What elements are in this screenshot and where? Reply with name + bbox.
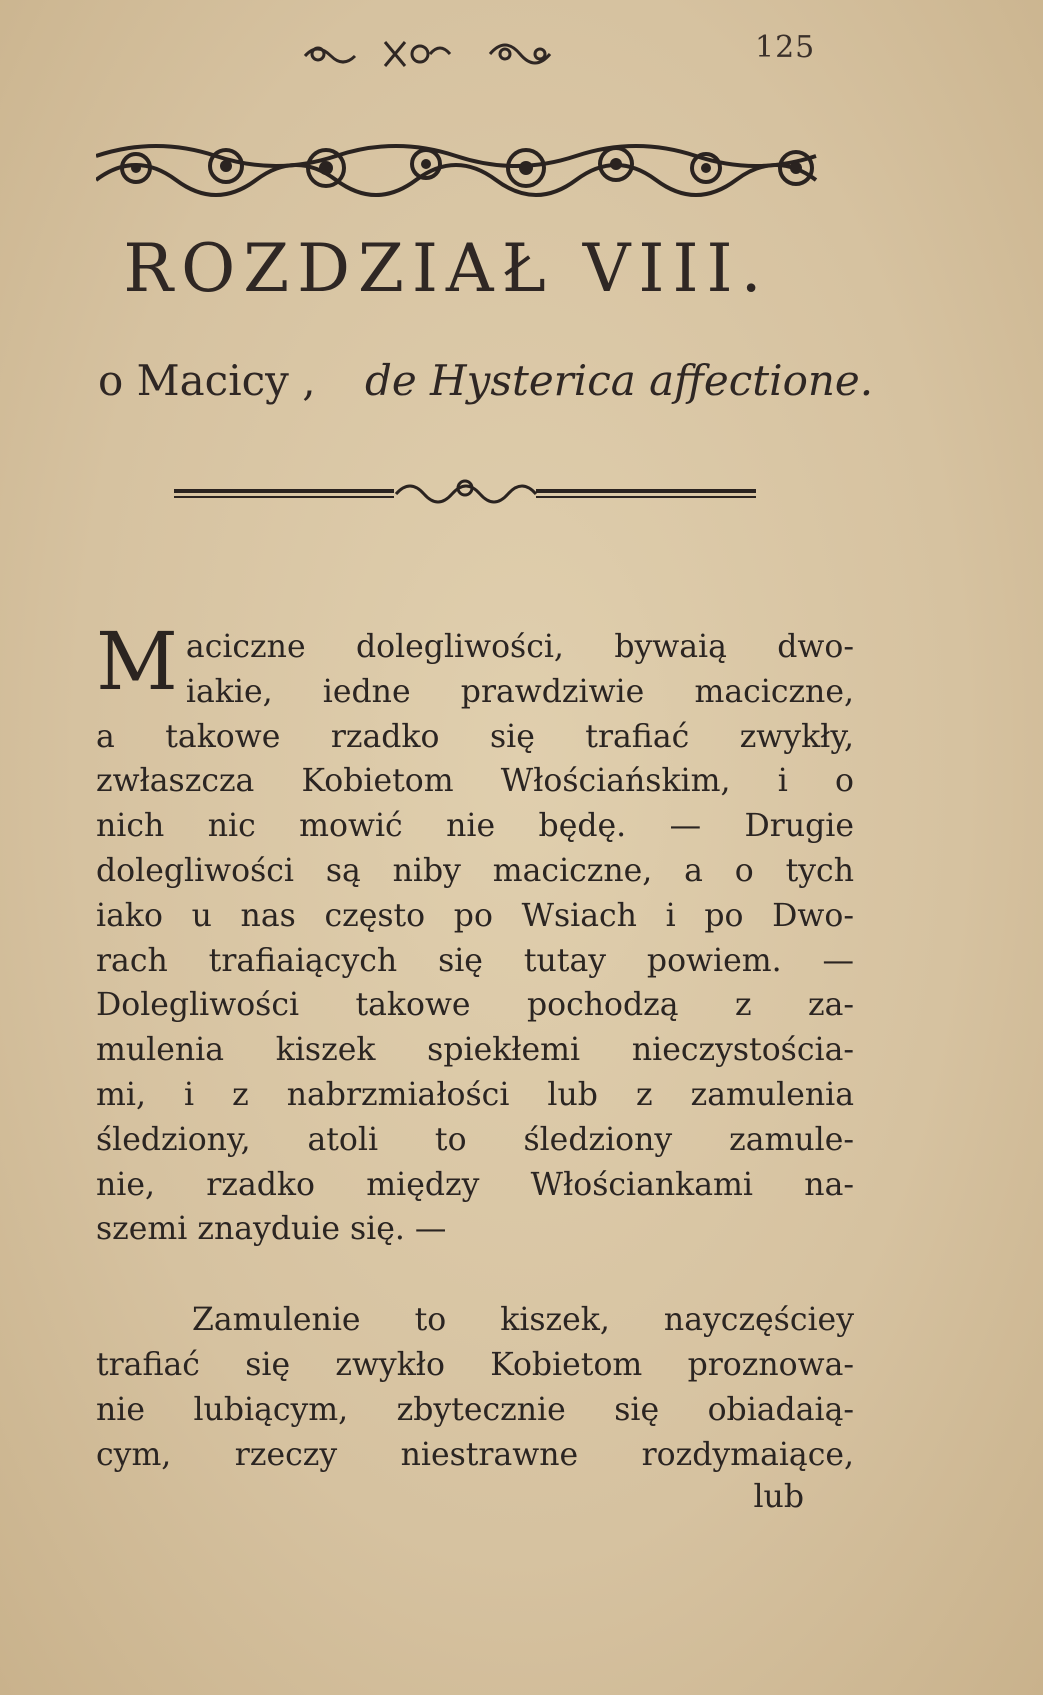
- page-number: 125: [755, 30, 816, 65]
- text-line: iakie, iedne prawdziwie maciczne,: [185, 673, 854, 710]
- paragraph-2: [96, 1298, 854, 1477]
- chapter-title: ROZDZIAŁ VIII.: [123, 230, 770, 307]
- text-line: aciczne dolegliwości, bywaią dwo-: [185, 629, 854, 665]
- catchword: lub: [753, 1479, 804, 1516]
- text-line: nich nic mowić nie będę. — Drugie: [96, 808, 854, 845]
- text-line: szemi znayduie się. —: [96, 1211, 447, 1248]
- fleuron-row-icon: [300, 32, 610, 76]
- text-line: a takowe rzadko się trafiać zwykły,: [96, 718, 854, 755]
- subtitle-latin: de Hysterica affectione.: [364, 356, 874, 405]
- text-line: nie, rzadko między Włościankami na-: [96, 1166, 854, 1203]
- floral-headpiece-icon: [96, 128, 858, 202]
- text-line: śledziony, atoli to śledziony zamule-: [96, 1121, 854, 1158]
- text-line: Zamulenie to kiszek, nayczęściey: [192, 1302, 854, 1339]
- body-text: [96, 615, 854, 1517]
- text-line: dolegliwości są niby maciczne, a o tych: [96, 852, 854, 889]
- text-line: nie lubiącym, zbytecznie się obiadaią-: [96, 1391, 854, 1428]
- text-line: zwłaszcza Kobietom Włościańskim, i o: [96, 763, 854, 800]
- text-line: iako u nas często po Wsiach i po Dwo-: [96, 897, 854, 934]
- text-line: mi, i z nabrzmiałości lub z zamulenia: [96, 1076, 854, 1113]
- text-line: mulenia kiszek spiekłemi nieczystościa-: [96, 1032, 854, 1069]
- chapter-subtitle: [98, 356, 873, 405]
- text-line: trafiać się zwykło Kobietom proznowa-: [96, 1346, 854, 1383]
- text-line: cym, rzeczy niestrawne rozdymaiące,: [96, 1436, 854, 1473]
- drop-cap: M: [96, 615, 178, 708]
- ornamental-rule-icon: [174, 476, 756, 510]
- subtitle-polish: o Macicy ,: [98, 356, 316, 405]
- text-line: Dolegliwości takowe pochodzą z za-: [96, 987, 854, 1024]
- paragraph-1: [96, 615, 854, 1252]
- text-line: rach trafiaiących się tutay powiem. —: [96, 942, 854, 979]
